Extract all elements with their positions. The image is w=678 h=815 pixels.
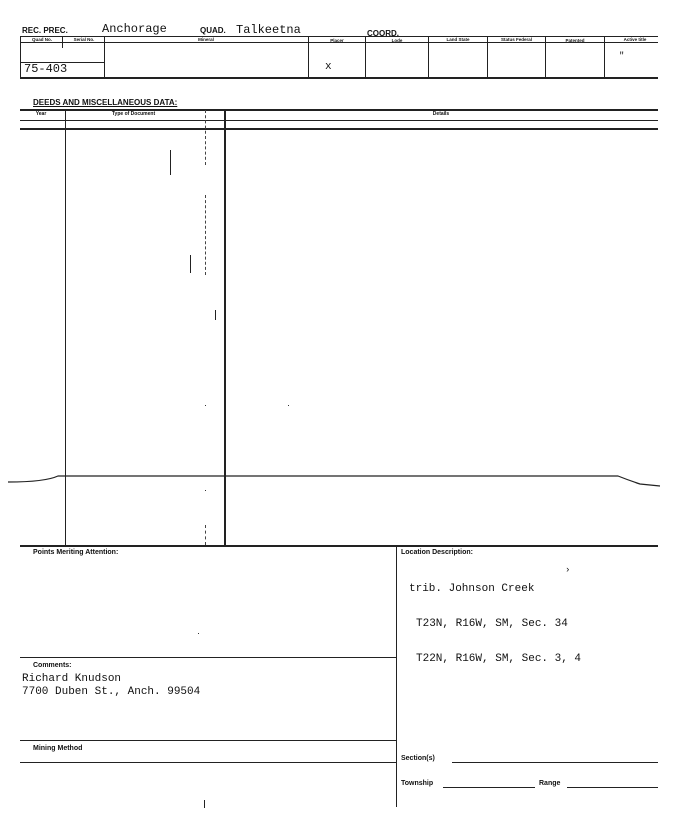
scan-artifact-dot [205,405,206,406]
col-details: Details [432,111,450,117]
quad-label: QUAD. [200,26,226,35]
scan-artifact-mark [190,255,191,273]
col-active-title: Active title [623,37,647,42]
deeds-separator-line [0,468,678,496]
comments-line-top [20,657,396,658]
location-description-label: Location Description: [401,549,473,556]
points-meriting-attention-label: Points Meriting Attention: [33,549,119,556]
header-vline-lode [428,36,429,78]
col-serial-no: Serial No. [73,37,95,42]
col-quad-no: Quad No. [32,37,52,42]
comments-line2: 7700 Duben St., Anch. 99504 [22,686,201,698]
deeds-line-header [20,120,658,121]
deeds-section-title: DEEDS AND MISCELLANEOUS DATA: [33,98,178,107]
header-line-bottom [20,77,658,79]
lower-vline-divider [396,545,397,807]
scan-artifact-dot [288,405,289,406]
location-line2: T23N, R16W, SM, Sec. 34 [416,618,568,630]
township-label: Township [401,780,434,787]
scan-artifact-mark [215,310,216,320]
range-label: Range [539,780,561,787]
header-vline-quad [62,36,63,48]
scan-artifact-mark [170,150,171,175]
scan-artifact-dot [198,633,199,634]
scan-artifact-mark: › [565,565,571,575]
rec-prec-label: REC. PREC. [22,26,68,35]
comments-line1: Richard Knudson [22,673,122,685]
scan-artifact-guide [205,110,206,165]
col-lode: Lode [391,38,403,43]
header-vline-serial [104,36,105,78]
sections-label: Section(s) [401,755,435,762]
township-underline [443,787,535,788]
scan-artifact-guide [205,195,206,275]
header-vline-left [20,36,21,77]
deeds-line-header2 [20,128,658,130]
header-vline-land [487,36,488,78]
lower-line-top [20,545,658,547]
rec-prec-value: Anchorage [102,22,167,36]
quad-value: Talkeetna [236,23,301,37]
col-status-federal: Status Federal [500,37,532,42]
quad-serial-value: 75-403 [24,62,68,76]
header-vline-patented [604,36,605,78]
location-line3: T22N, R16W, SM, Sec. 3, 4 [416,653,582,665]
active-mark: " [619,51,625,61]
mining-line-bottom [20,762,396,763]
location-line1: trib. Johnson Creek [409,583,535,595]
scan-artifact-mark [204,800,205,808]
col-patented: Patented [565,38,585,43]
mining-method-label: Mining Method [33,745,83,752]
coord-label: COORD. [367,29,399,38]
col-land-state: Land State [446,37,470,42]
sections-underline [452,762,658,763]
col-type-of-document: Type of Document [111,111,156,117]
range-underline [567,787,658,788]
comments-label: Comments: [33,662,72,669]
placer-mark: x [325,61,332,73]
mining-line-top [20,740,396,741]
col-mineral: Mineral [198,37,214,42]
col-year: Year [35,111,47,117]
scan-artifact-guide [205,525,206,545]
col-placer: Placer [330,38,344,43]
